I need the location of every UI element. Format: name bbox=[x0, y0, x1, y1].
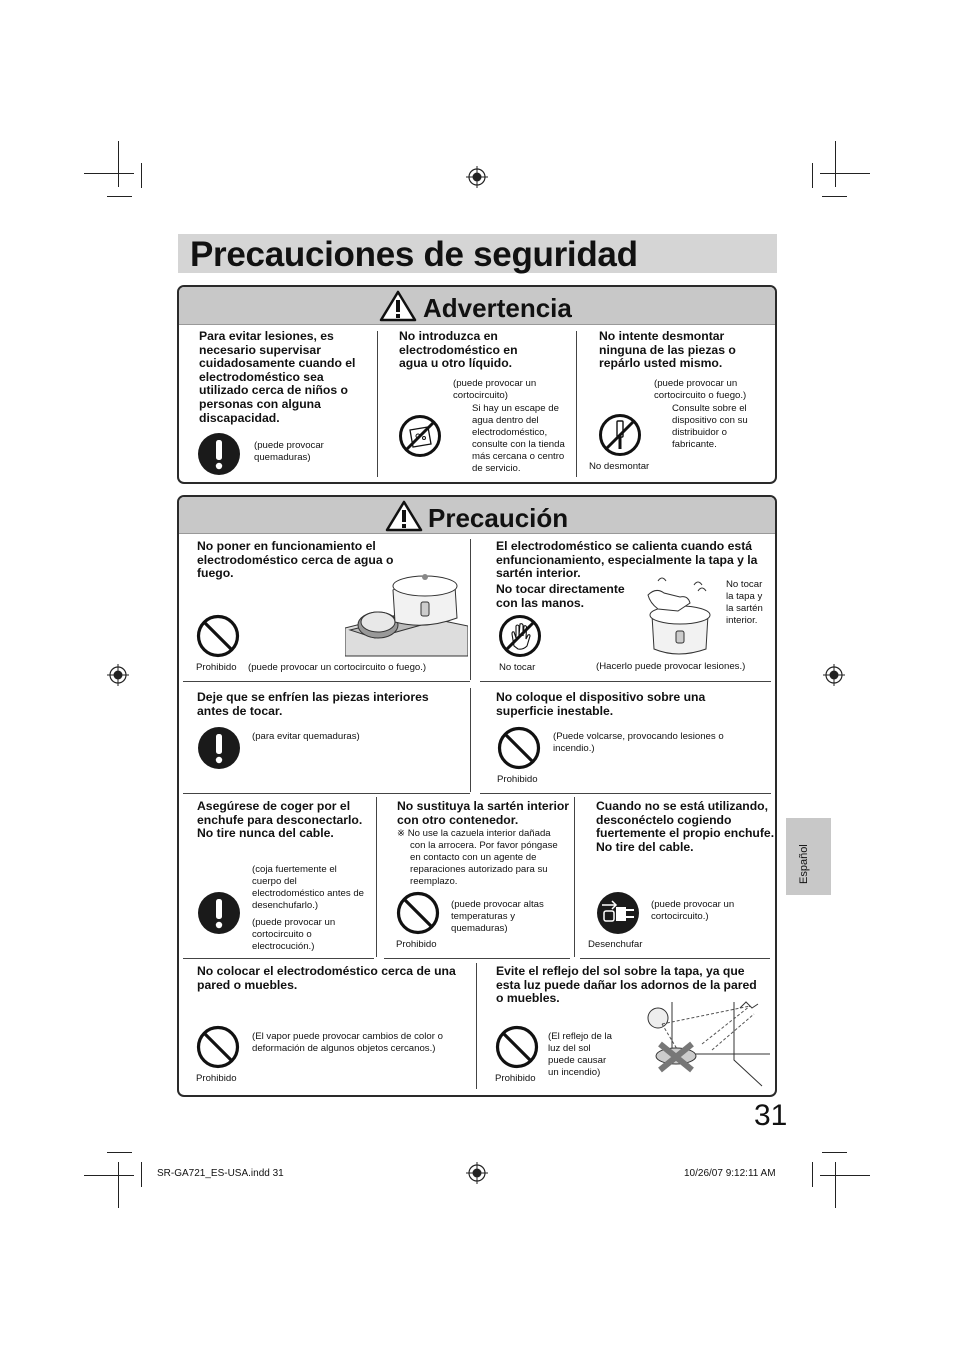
warning-item-text: No intente desmontar ninguna de las piezas o repárlo usted mismo. bbox=[599, 329, 736, 371]
caution-item-caption: Prohibido bbox=[196, 662, 237, 673]
mandatory-action-icon bbox=[197, 432, 241, 476]
prohibited-icon bbox=[497, 726, 541, 770]
no-water-icon bbox=[398, 414, 442, 458]
divider bbox=[377, 331, 378, 477]
caution-item-text: El electrodoméstico se calienta cuando está enfuncionamiento, especialmente la tapa y la sartén interior. bbox=[496, 539, 758, 581]
caution-item-caption: No tocar bbox=[499, 662, 536, 673]
no-disassemble-icon bbox=[598, 413, 642, 457]
crop-mark bbox=[118, 1162, 119, 1208]
caution-item-text: No colocar el electrodoméstico cerca de una pared o muebles. bbox=[197, 964, 456, 992]
caution-item-caption: Prohibido bbox=[396, 939, 437, 950]
crop-mark bbox=[118, 141, 119, 187]
prohibited-icon bbox=[196, 1025, 240, 1069]
crop-mark bbox=[141, 163, 142, 188]
caution-item-side-note: No tocar la tapa y la sartén interior. bbox=[726, 579, 763, 626]
sunlight-reflection-illustration bbox=[622, 1000, 770, 1088]
caution-item-text: No poner en funcionamiento el electrodoméstico cerca de agua o fuego. bbox=[197, 539, 394, 581]
divider bbox=[576, 331, 577, 477]
caution-heading: Precaución bbox=[428, 503, 569, 533]
divider bbox=[470, 539, 471, 680]
warning-item-note: (puede provocar un cortocircuito o fuego.) bbox=[654, 378, 747, 401]
warning-item-note-2: Consulte sobre el dispositivo con su distribuidor o fabricante. bbox=[672, 403, 748, 450]
crop-mark bbox=[835, 141, 836, 187]
warning-item-caption: No desmontar bbox=[589, 461, 650, 472]
prohibited-icon bbox=[196, 614, 240, 658]
crop-mark bbox=[84, 173, 134, 174]
crop-mark bbox=[812, 1162, 813, 1187]
mandatory-action-icon bbox=[197, 891, 241, 935]
crop-mark bbox=[141, 1162, 142, 1187]
warning-item-note: (puede provocar quemaduras) bbox=[254, 440, 324, 463]
caution-item-text: No sustituya la sartén interior con otro contenedor. bbox=[397, 799, 570, 827]
caution-item-text: Asegúrese de coger por el enchufe para desconectarlo. No tire nunca del cable. bbox=[197, 799, 363, 841]
divider bbox=[183, 681, 470, 682]
caution-item-text: Deje que se enfríen las piezas interiores antes de tocar. bbox=[197, 690, 429, 718]
divider bbox=[480, 681, 771, 682]
warning-item-text: Para evitar lesiones, es necesario supervisar cuidadosamente cuando el electrodoméstico sea utilizado cerca de niños o personas con alguna discapacidad. bbox=[199, 329, 356, 425]
warning-heading: Advertencia bbox=[423, 293, 572, 323]
divider bbox=[476, 963, 477, 1089]
caution-item-note: (El reflejo de la luz del sol puede causar un incendio) bbox=[548, 1031, 612, 1078]
caution-item-note: (El vapor puede provocar cambios de color o deformación de algunos objetos cercanos.) bbox=[252, 1031, 443, 1054]
caution-item-text: Evite el reflejo del sol sobre la tapa, ya que esta luz puede dañar los adornos de la pared o muebles. bbox=[496, 964, 757, 1006]
divider bbox=[580, 958, 770, 959]
divider bbox=[480, 793, 771, 794]
divider bbox=[470, 688, 471, 792]
caution-item-note: (Hacerlo puede provocar lesiones.) bbox=[596, 661, 746, 672]
caution-item-note: (puede provocar un cortocircuito o fuego.) bbox=[248, 662, 427, 673]
crop-mark bbox=[107, 196, 132, 197]
crop-mark bbox=[822, 196, 847, 197]
divider bbox=[384, 958, 570, 959]
caution-item-text: Cuando no se está utilizando, desconéctelo cogiendo fuertemente el propio enchufe. No tire del cable. bbox=[596, 799, 775, 854]
caution-item-note: (para evitar quemaduras) bbox=[252, 731, 360, 742]
registration-mark-left bbox=[107, 664, 129, 686]
caution-item-caption: Prohibido bbox=[495, 1073, 536, 1084]
registration-mark-bottom bbox=[466, 1162, 488, 1184]
crop-mark bbox=[820, 173, 870, 174]
crop-mark bbox=[820, 1175, 870, 1176]
hot-rice-cooker-illustration bbox=[638, 575, 722, 659]
caution-item-note-2: (puede provocar un cortocircuito o electrocución.) bbox=[252, 917, 336, 952]
registration-mark-top bbox=[466, 166, 488, 188]
prohibited-icon bbox=[495, 1025, 539, 1069]
footer-timestamp: 10/26/07 9:12:11 AM bbox=[684, 1168, 776, 1179]
page-number: 31 bbox=[754, 1099, 788, 1132]
unplug-icon bbox=[596, 891, 640, 935]
language-tab-label: Español bbox=[798, 844, 810, 884]
rice-cooker-near-stove-illustration bbox=[345, 568, 468, 658]
caution-item-note: (puede provocar un cortocircuito.) bbox=[651, 899, 735, 922]
divider bbox=[183, 793, 470, 794]
caution-item-note: ※ No use la cazuela interior dañada con la arrocera. Por favor póngase en contacto con un agente de reparaciones autorizado para su reemplazo. bbox=[397, 828, 558, 887]
crop-mark bbox=[84, 1175, 134, 1176]
warning-triangle-icon bbox=[379, 290, 417, 322]
caution-item-caption: Prohibido bbox=[196, 1073, 237, 1084]
crop-mark bbox=[107, 1152, 132, 1153]
prohibited-icon bbox=[396, 891, 440, 935]
mandatory-action-icon bbox=[197, 726, 241, 770]
caution-item-note: (coja fuertemente el cuerpo del electrodoméstico antes de desenchufarlo.) bbox=[252, 864, 364, 911]
crop-mark bbox=[812, 163, 813, 188]
warning-triangle-icon bbox=[385, 500, 423, 532]
caution-item-caption: Prohibido bbox=[497, 774, 538, 785]
crop-mark bbox=[835, 1162, 836, 1208]
footer-file-info: SR-GA721_ES-USA.indd 31 bbox=[157, 1168, 284, 1179]
warning-item-note: (puede provocar un cortocircuito) bbox=[453, 378, 537, 401]
registration-mark-right bbox=[823, 664, 845, 686]
divider bbox=[183, 958, 374, 959]
caution-item-caption: Desenchufar bbox=[588, 939, 643, 950]
caution-item-note-2: (puede provocar altas temperaturas y quemaduras) bbox=[451, 899, 544, 934]
warning-item-text: No introduzca en electrodoméstico en agua u otro líquido. bbox=[399, 329, 518, 371]
caution-item-text: No coloque el dispositivo sobre una superficie inestable. bbox=[496, 690, 706, 718]
page-title: Precauciones de seguridad bbox=[190, 235, 638, 274]
warning-item-note-2: Si hay un escape de agua dentro del electrodoméstico, consulte con la tienda más cercana o centro de servicio. bbox=[472, 403, 565, 474]
caution-item-text-2: No tocar directamente con las manos. bbox=[496, 582, 625, 610]
no-touch-icon bbox=[498, 614, 542, 658]
crop-mark bbox=[822, 1152, 847, 1153]
caution-item-note: (Puede volcarse, provocando lesiones o incendio.) bbox=[553, 731, 724, 754]
